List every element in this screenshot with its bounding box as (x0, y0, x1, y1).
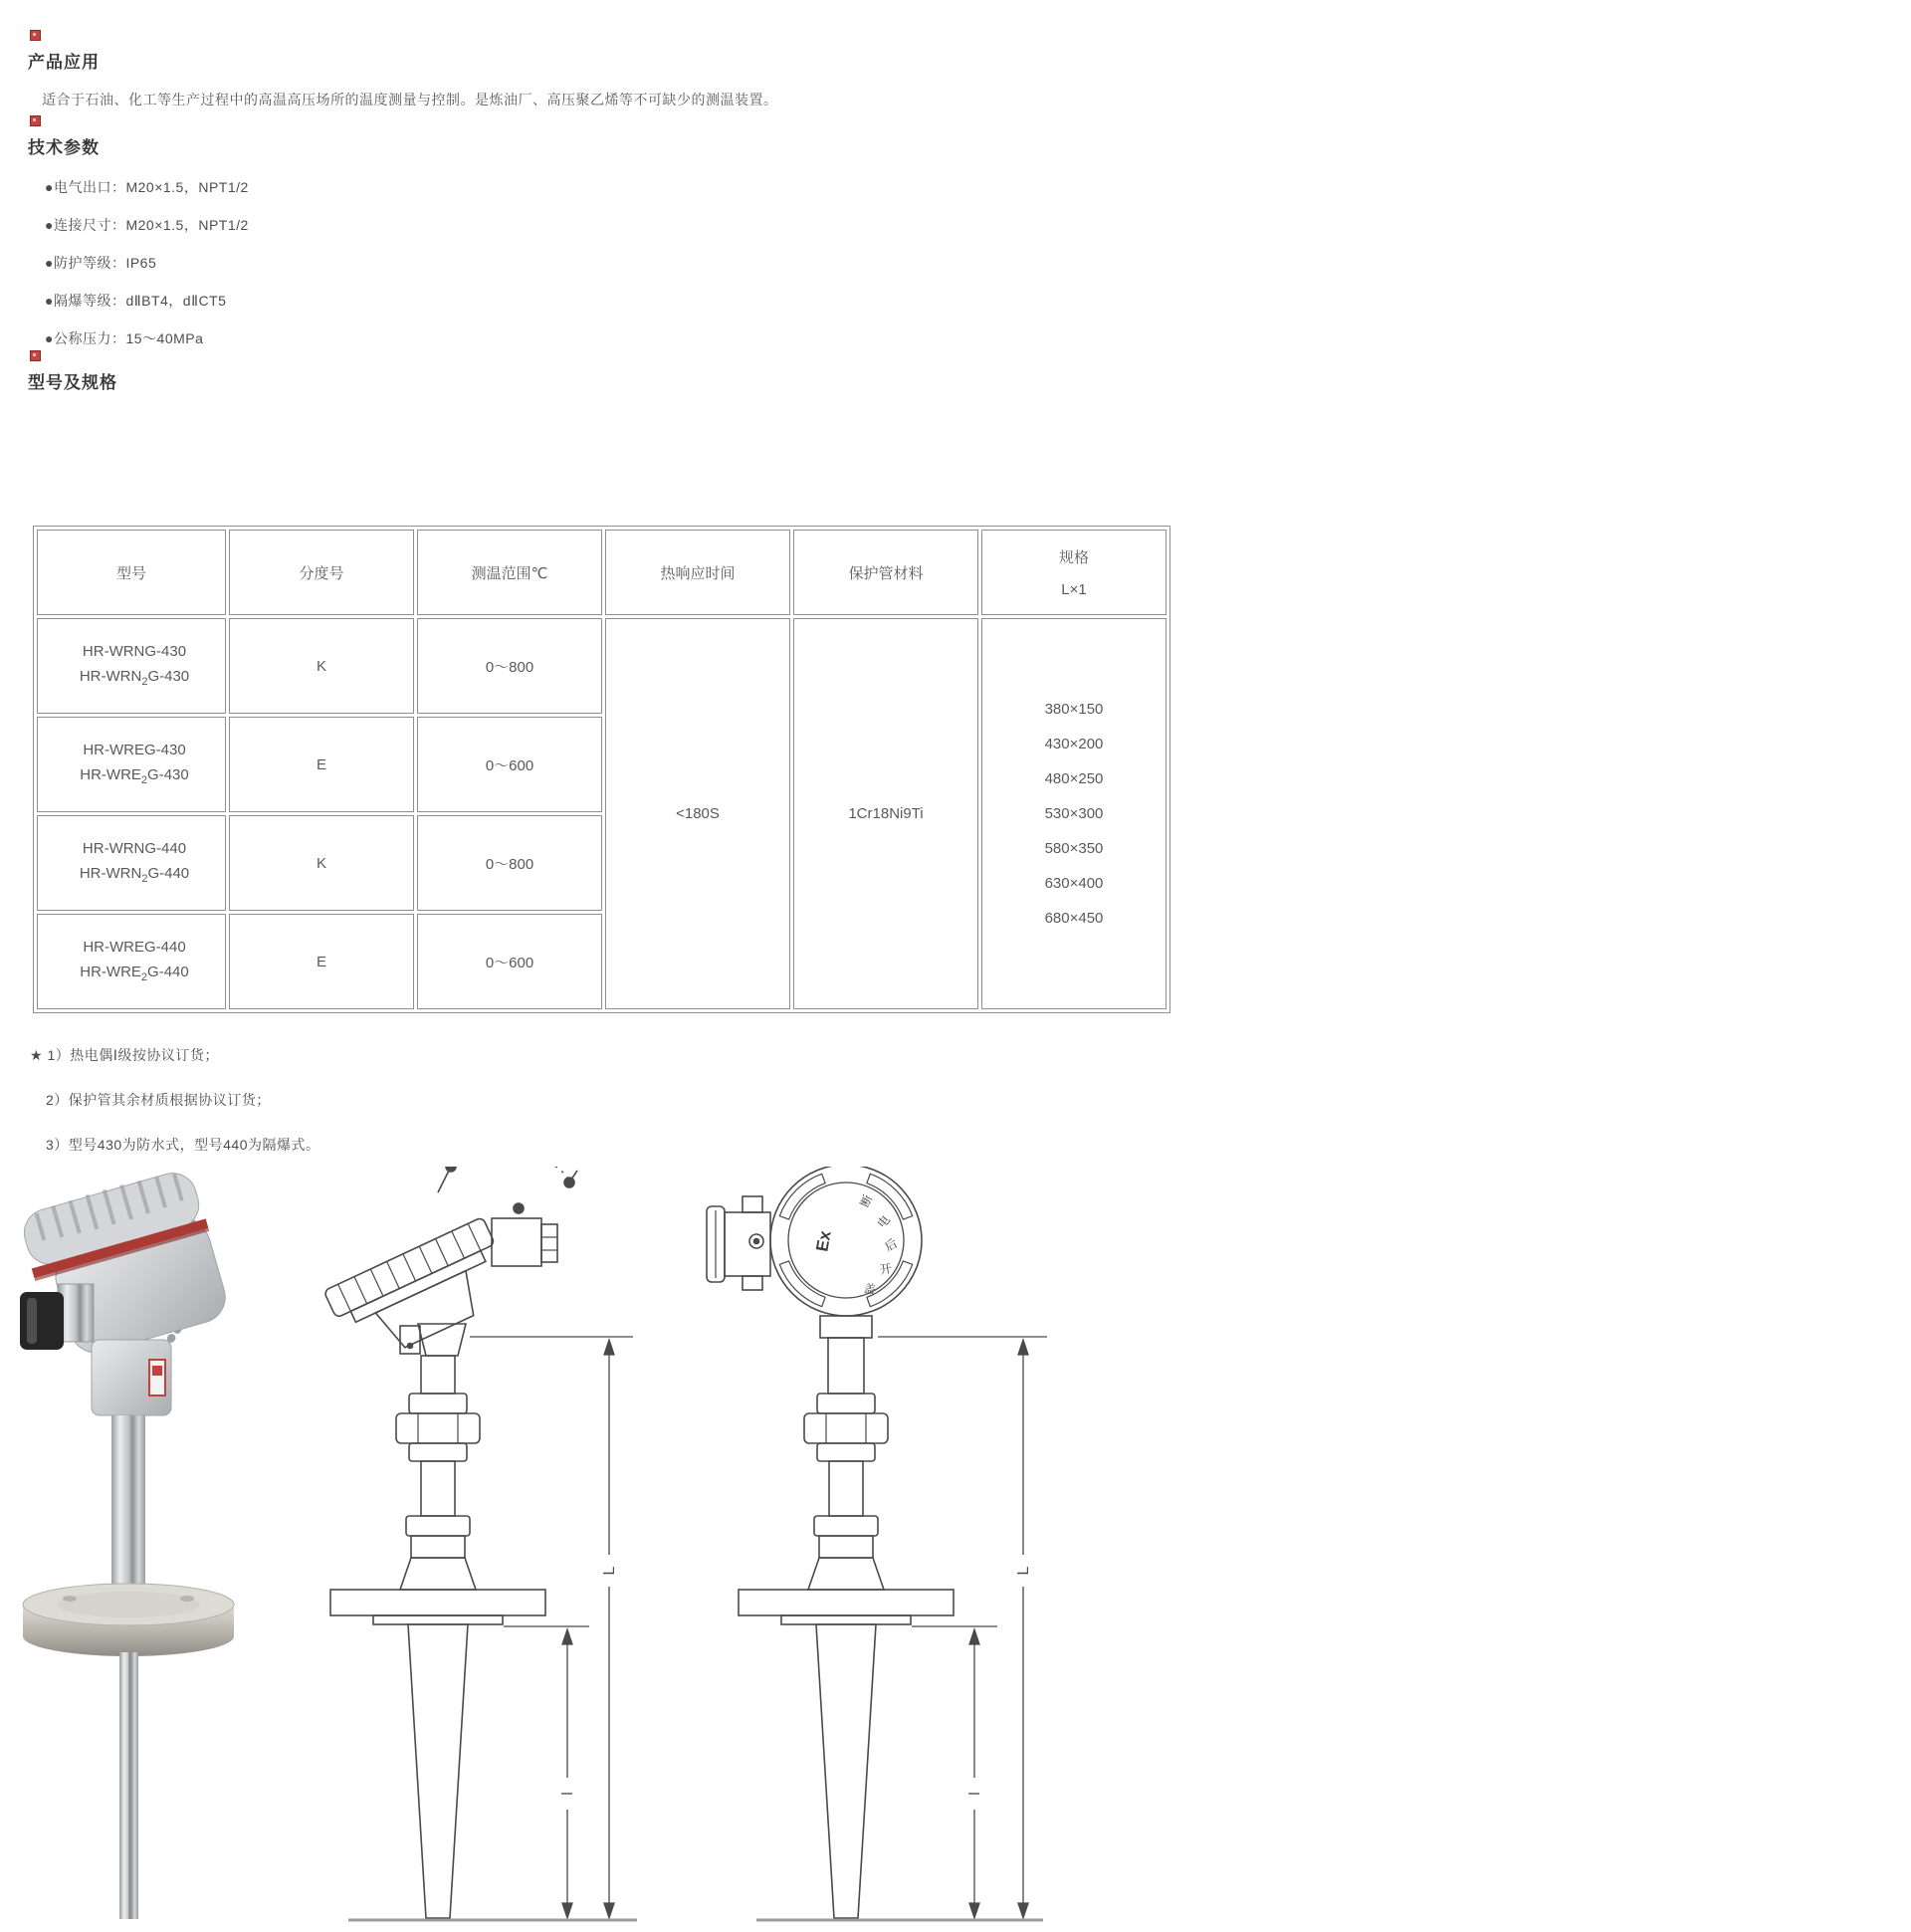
union-nut-top (409, 1394, 467, 1413)
header-range: 测温范围℃ (417, 530, 602, 615)
header-model: 型号 (37, 530, 226, 615)
param-connection-size: ●连接尺寸：M20×1.5，NPT1/2 (45, 217, 249, 233)
image-placeholder-icon (30, 350, 41, 361)
ex-head-outer (770, 1167, 922, 1316)
line-head-cap (323, 1217, 519, 1369)
graduation-cell: K (229, 618, 414, 714)
svg-text:盖: 盖 (862, 1281, 878, 1297)
drawing-explosionproof-440 (707, 1167, 954, 1918)
section-title-application: 产品应用 (28, 53, 100, 72)
dim-label-L: L (1015, 1566, 1032, 1576)
section-title-parameters: 技术参数 (28, 138, 100, 157)
flange-outline (739, 1590, 954, 1615)
svg-text:后: 后 (882, 1235, 900, 1255)
model-cell: HR-WREG-430 $HR-WRE_2G-430$ (37, 717, 226, 812)
param-protection-grade: ●防护等级：IP65 (45, 255, 157, 271)
dimensions-waterproof (348, 1337, 637, 1920)
model-cell: HR-WREG-440 $HR-WRE_2G-440$ (37, 914, 226, 1009)
spec-sizes-cell: 380×150 430×200 480×250 530×300 580×350 630×400 680×450 (981, 618, 1167, 1009)
label-tag (149, 1360, 165, 1395)
range-cell: 0～600 (417, 914, 602, 1009)
cover-bolt (446, 1167, 456, 1172)
side-connector (492, 1218, 541, 1266)
note-1: ★ 1）热电偶Ⅰ级按协议订货； (30, 1047, 219, 1063)
header-spec: 规格 L×1 (981, 530, 1167, 615)
image-placeholder-icon (30, 30, 41, 41)
graduation-cell: E (229, 914, 414, 1009)
flange-outline (330, 1590, 545, 1615)
union-nut-top (817, 1394, 875, 1413)
param-electrical-outlet: ●电气出口：M20×1.5，NPT1/2 (45, 179, 249, 195)
union-body (396, 1413, 480, 1443)
svg-text:断: 断 (857, 1192, 876, 1209)
range-cell: 0～600 (417, 717, 602, 812)
cable-gland (20, 1292, 64, 1350)
range-cell: 0～800 (417, 815, 602, 911)
tapered-probe (816, 1624, 876, 1918)
svg-text:电: 电 (874, 1212, 894, 1231)
model-cell: HR-WRNG-430 $HR-WRN_2G-430$ (37, 618, 226, 714)
spec-table (33, 526, 1170, 1013)
hex-nut (406, 1516, 470, 1536)
tapered-probe (408, 1624, 468, 1918)
param-nominal-pressure: ●公称压力：15～40MPa (45, 330, 204, 346)
graduation-cell: K (229, 815, 414, 911)
response-time-cell: <180S (605, 618, 790, 1009)
product-drawings (0, 1167, 1911, 1932)
svg-text:开: 开 (878, 1261, 894, 1277)
flange (23, 1584, 234, 1656)
section-title-models: 型号及规格 (28, 373, 117, 392)
ex-marking: Ex (812, 1229, 835, 1253)
table-header-row (37, 530, 1167, 615)
range-cell: 0～800 (417, 618, 602, 714)
drawing-waterproof-430 (323, 1167, 577, 1918)
hex-nut (814, 1516, 878, 1536)
header-response: 热响应时间 (605, 530, 790, 615)
thermocouple-photo (16, 1167, 234, 1919)
dim-label-L: L (601, 1566, 618, 1576)
dim-label-l: l (966, 1792, 983, 1796)
image-placeholder-icon (30, 115, 41, 126)
header-graduation: 分度号 (229, 530, 414, 615)
param-explosionproof-grade: ●隔爆等级：dⅡBT4，dⅡCT5 (45, 293, 227, 309)
table-row (37, 618, 1167, 714)
dimensions-explosionproof (756, 1337, 1047, 1920)
model-cell: HR-WRNG-440 $HR-WRN_2G-440$ (37, 815, 226, 911)
application-paragraph: 适合于石油、化工等生产过程中的高温高压场所的温度测量与控制。是炼油厂、高压聚乙烯等不可缺少的测温装置。 (42, 92, 778, 107)
note-2: 2）保护管其余材质根据协议订货； (46, 1092, 271, 1108)
header-material: 保护管材料 (793, 530, 978, 615)
graduation-cell: E (229, 717, 414, 812)
note-3: 3）型号430为防水式，型号440为隔爆式。 (46, 1137, 320, 1153)
bolt-tether-dotted (456, 1167, 568, 1179)
stem (111, 1415, 145, 1601)
union-body (804, 1413, 888, 1443)
tube-material-cell: 1Cr18Ni9Ti (793, 618, 978, 1009)
dim-label-l: l (559, 1792, 576, 1796)
